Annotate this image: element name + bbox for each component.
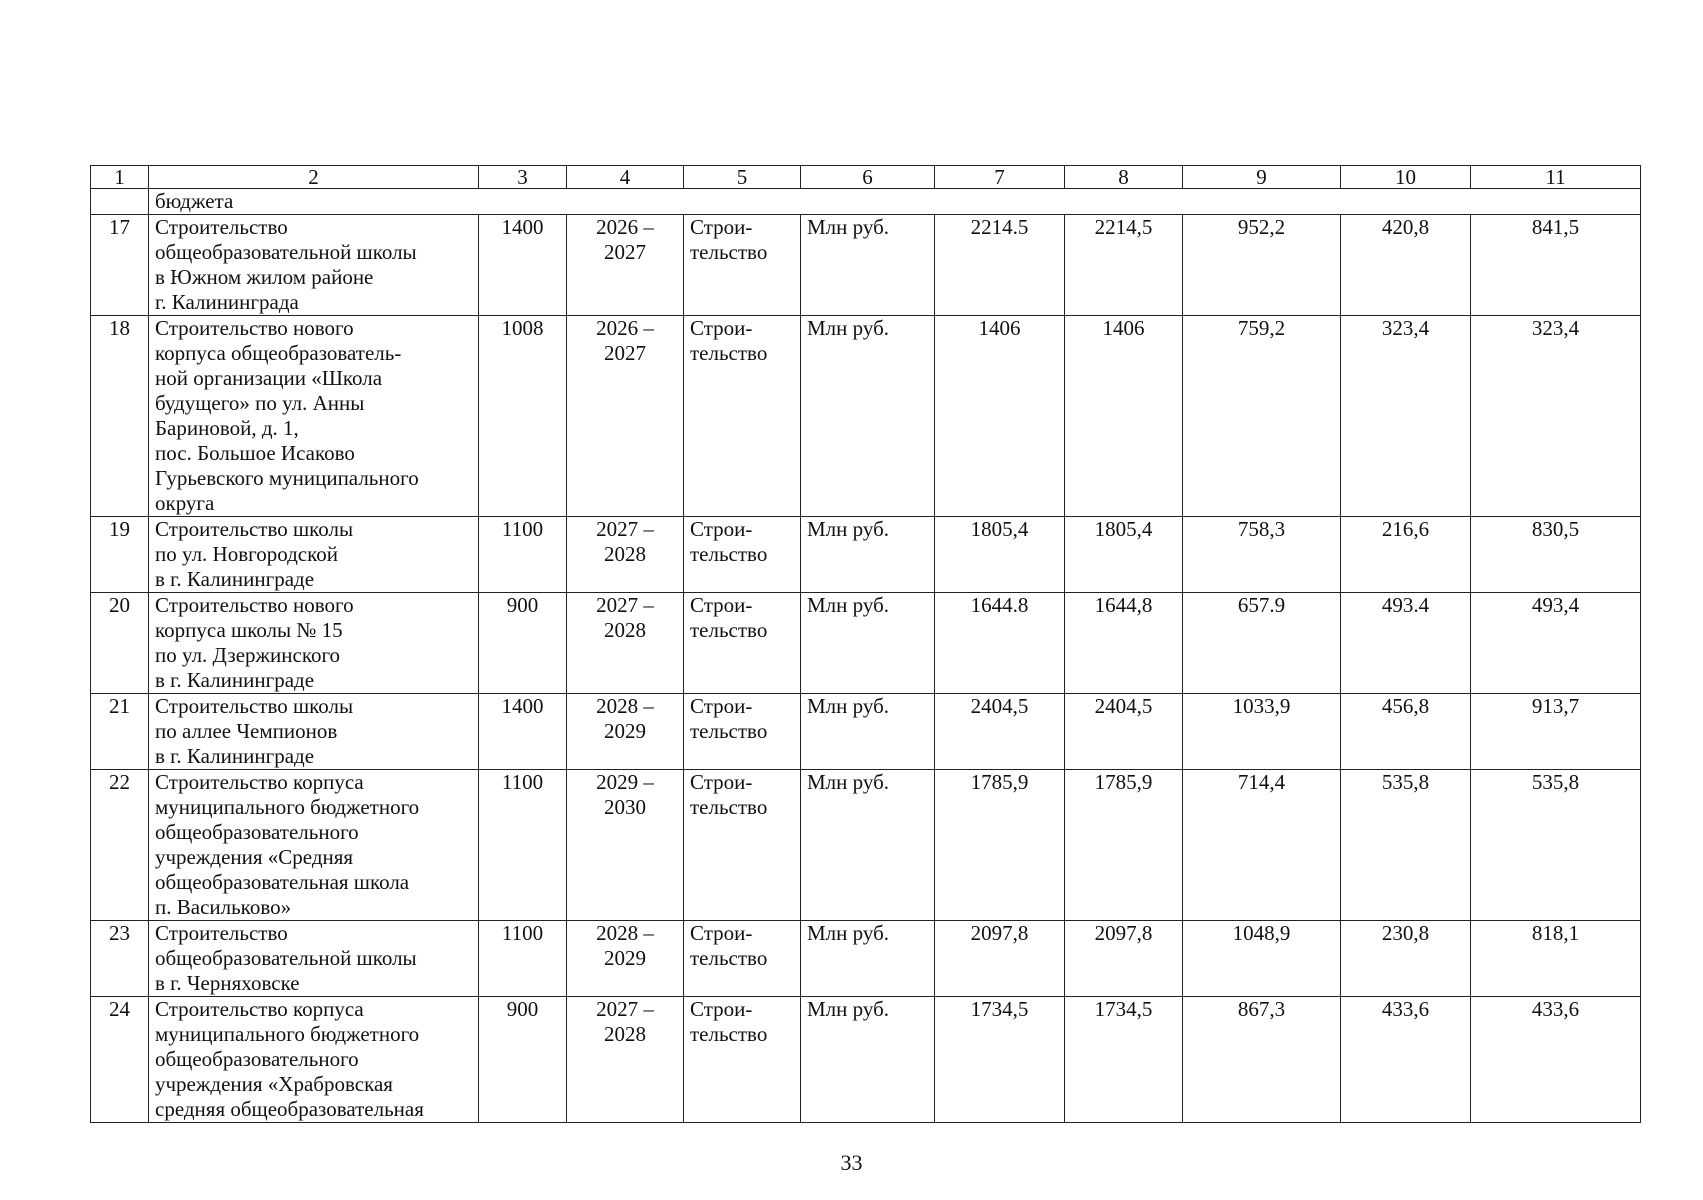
work-type: Строи- тельство <box>684 770 801 921</box>
object-name: Строительство общеобразовательной школы в г. Черняховске <box>149 921 479 997</box>
header-col-7: 7 <box>935 166 1065 189</box>
value-col-9: 758,3 <box>1183 517 1341 593</box>
work-type: Строи- тельство <box>684 517 801 593</box>
continuation-empty-cell <box>91 189 149 215</box>
unit: Млн руб. <box>801 316 935 517</box>
capacity: 1100 <box>479 770 567 921</box>
value-col-10: 493.4 <box>1341 593 1471 694</box>
value-col-9: 952,2 <box>1183 215 1341 316</box>
continuation-row <box>91 189 1641 215</box>
value-col-7: 1644.8 <box>935 593 1065 694</box>
value-col-10: 420,8 <box>1341 215 1471 316</box>
years: 2027 – 2028 <box>567 997 684 1123</box>
work-type: Строи- тельство <box>684 997 801 1123</box>
value-col-8: 1406 <box>1065 316 1183 517</box>
header-col-11: 11 <box>1471 166 1641 189</box>
years: 2028 – 2029 <box>567 921 684 997</box>
header-col-4: 4 <box>567 166 684 189</box>
value-col-9: 867,3 <box>1183 997 1341 1123</box>
value-col-7: 1785,9 <box>935 770 1065 921</box>
work-type: Строи- тельство <box>684 316 801 517</box>
value-col-9: 657.9 <box>1183 593 1341 694</box>
value-col-7: 2097,8 <box>935 921 1065 997</box>
work-type: Строи- тельство <box>684 215 801 316</box>
value-col-10: 216,6 <box>1341 517 1471 593</box>
row-number: 24 <box>91 997 149 1123</box>
value-col-8: 1734,5 <box>1065 997 1183 1123</box>
object-name: Строительство нового корпуса общеобразователь- ной организации «Школа будущего» по ул. Анны Бариновой, д. 1, пос. Большое Исаково Гурьевского муниципального округа <box>149 316 479 517</box>
years: 2027 – 2028 <box>567 593 684 694</box>
table-row <box>91 694 1641 770</box>
object-name: Строительство корпуса муниципального бюджетного общеобразовательного учреждения «Средняя общеобразовательная школа п. Васильково» <box>149 770 479 921</box>
value-col-8: 2214,5 <box>1065 215 1183 316</box>
unit: Млн руб. <box>801 694 935 770</box>
unit: Млн руб. <box>801 517 935 593</box>
years: 2029 – 2030 <box>567 770 684 921</box>
header-col-1: 1 <box>91 166 149 189</box>
header-col-9: 9 <box>1183 166 1341 189</box>
value-col-10: 230,8 <box>1341 921 1471 997</box>
object-name: Строительство школы по ул. Новгородской в г. Калининграде <box>149 517 479 593</box>
object-name: Строительство нового корпуса школы № 15 по ул. Дзержинского в г. Калининграде <box>149 593 479 694</box>
capacity: 1100 <box>479 517 567 593</box>
value-col-8: 2097,8 <box>1065 921 1183 997</box>
table-row <box>91 517 1641 593</box>
value-col-9: 714,4 <box>1183 770 1341 921</box>
value-col-8: 1785,9 <box>1065 770 1183 921</box>
work-type: Строи- тельство <box>684 694 801 770</box>
header-col-3: 3 <box>479 166 567 189</box>
value-col-7: 2404,5 <box>935 694 1065 770</box>
row-number: 23 <box>91 921 149 997</box>
capacity: 1400 <box>479 694 567 770</box>
table-row <box>91 316 1641 517</box>
table-row <box>91 593 1641 694</box>
value-col-7: 1406 <box>935 316 1065 517</box>
table-body <box>91 166 1641 1123</box>
work-type: Строи- тельство <box>684 921 801 997</box>
table-row <box>91 997 1641 1123</box>
unit: Млн руб. <box>801 997 935 1123</box>
unit: Млн руб. <box>801 215 935 316</box>
capacity: 1008 <box>479 316 567 517</box>
table-row <box>91 921 1641 997</box>
years: 2026 – 2027 <box>567 316 684 517</box>
value-col-11: 535,8 <box>1471 770 1641 921</box>
value-col-10: 323,4 <box>1341 316 1471 517</box>
value-col-9: 1048,9 <box>1183 921 1341 997</box>
row-number: 17 <box>91 215 149 316</box>
value-col-11: 913,7 <box>1471 694 1641 770</box>
years: 2027 – 2028 <box>567 517 684 593</box>
value-col-8: 1644,8 <box>1065 593 1183 694</box>
capacity: 900 <box>479 997 567 1123</box>
value-col-10: 535,8 <box>1341 770 1471 921</box>
header-col-5: 5 <box>684 166 801 189</box>
years: 2026 – 2027 <box>567 215 684 316</box>
capacity: 1100 <box>479 921 567 997</box>
row-number: 21 <box>91 694 149 770</box>
value-col-9: 759,2 <box>1183 316 1341 517</box>
work-type: Строи- тельство <box>684 593 801 694</box>
page-number: 33 <box>840 1150 863 1175</box>
value-col-10: 433,6 <box>1341 997 1471 1123</box>
value-col-11: 830,5 <box>1471 517 1641 593</box>
value-col-11: 323,4 <box>1471 316 1641 517</box>
value-col-11: 818,1 <box>1471 921 1641 997</box>
value-col-11: 493,4 <box>1471 593 1641 694</box>
value-col-11: 433,6 <box>1471 997 1641 1123</box>
unit: Млн руб. <box>801 921 935 997</box>
continuation-text: бюджета <box>149 189 1641 215</box>
years: 2028 – 2029 <box>567 694 684 770</box>
row-number: 18 <box>91 316 149 517</box>
row-number: 20 <box>91 593 149 694</box>
header-col-2: 2 <box>149 166 479 189</box>
object-name: Строительство общеобразовательной школы в Южном жилом районе г. Калининграда <box>149 215 479 316</box>
column-number-header-row <box>91 166 1641 189</box>
object-name: Строительство школы по аллее Чемпионов в г. Калининграде <box>149 694 479 770</box>
value-col-7: 1734,5 <box>935 997 1065 1123</box>
value-col-9: 1033,9 <box>1183 694 1341 770</box>
capacity: 1400 <box>479 215 567 316</box>
object-name: Строительство корпуса муниципального бюджетного общеобразовательного учреждения «Храбровская средняя общеобразовательная <box>149 997 479 1123</box>
row-number: 22 <box>91 770 149 921</box>
value-col-11: 841,5 <box>1471 215 1641 316</box>
header-col-6: 6 <box>801 166 935 189</box>
unit: Млн руб. <box>801 770 935 921</box>
value-col-8: 2404,5 <box>1065 694 1183 770</box>
value-col-7: 2214.5 <box>935 215 1065 316</box>
budget-table <box>90 165 1641 1123</box>
value-col-10: 456,8 <box>1341 694 1471 770</box>
unit: Млн руб. <box>801 593 935 694</box>
table-row <box>91 215 1641 316</box>
row-number: 19 <box>91 517 149 593</box>
table-row <box>91 770 1641 921</box>
header-col-8: 8 <box>1065 166 1183 189</box>
value-col-7: 1805,4 <box>935 517 1065 593</box>
header-col-10: 10 <box>1341 166 1471 189</box>
capacity: 900 <box>479 593 567 694</box>
value-col-8: 1805,4 <box>1065 517 1183 593</box>
